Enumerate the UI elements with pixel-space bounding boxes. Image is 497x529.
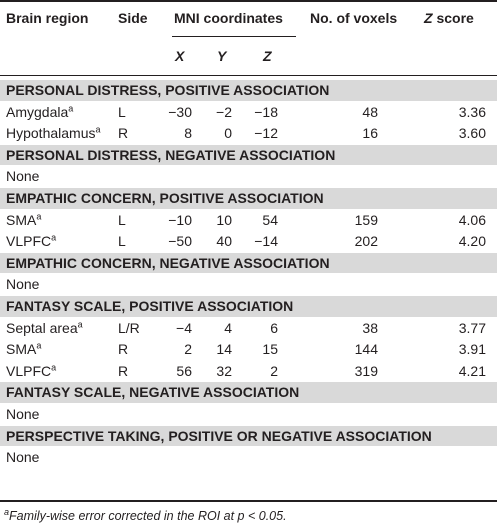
table-row-y: 4 (224, 319, 232, 336)
header-zscore (424, 10, 474, 26)
region-footnote-marker: a (95, 124, 101, 135)
region-footnote-marker: a (77, 318, 83, 329)
header-zscore-label: score (432, 10, 474, 26)
table-row-side: R (118, 125, 129, 142)
table-row-zscore: 3.91 (458, 341, 486, 358)
table-row-y: 40 (216, 233, 232, 250)
table-row-y: 10 (216, 211, 232, 228)
region-name: Septal area (6, 319, 78, 336)
region-name: SMA (6, 211, 37, 228)
table-row-region (6, 104, 73, 120)
table-row-z: 6 (270, 319, 278, 336)
header-side: Side (118, 10, 148, 26)
table-row-voxels: 319 (354, 362, 378, 379)
table-row-z: 15 (262, 341, 278, 358)
region-name: VLPFC (6, 233, 52, 250)
table-row-x: 2 (184, 341, 192, 358)
table-row-x: −4 (176, 319, 192, 336)
footnote-marker: a (4, 506, 10, 517)
region-name: VLPFC (6, 362, 52, 379)
region-footnote-marker: a (68, 102, 74, 113)
table-row-z: −12 (254, 125, 278, 142)
table-row-voxels: 48 (362, 103, 378, 120)
table-row-zscore: 4.06 (458, 211, 486, 228)
section-title: FANTASY SCALE, NEGATIVE ASSOCIATION (6, 384, 300, 401)
table-row-x: −10 (168, 211, 192, 228)
region-footnote-marker: a (36, 340, 42, 351)
table-row-voxels: 159 (354, 211, 378, 228)
table-row-x: −50 (168, 233, 192, 250)
table-row-z: −18 (254, 103, 278, 120)
section-title: PERSONAL DISTRESS, POSITIVE ASSOCIATION (6, 82, 330, 98)
table-row-side: R (118, 362, 129, 379)
table-row-region (6, 233, 56, 249)
table-row-x: 8 (184, 125, 192, 142)
table-row-x: −30 (168, 103, 192, 120)
table-row-y: 0 (224, 125, 232, 142)
table-row-side: L (118, 211, 126, 228)
table-row-zscore: 3.77 (458, 319, 486, 336)
header-x: X (175, 48, 185, 64)
section-title: PERSPECTIVE TAKING, POSITIVE OR NEGATIVE ASSOCIATION (6, 427, 432, 444)
region-footnote-marker: a (51, 362, 57, 373)
table-row-voxels: 144 (354, 341, 378, 358)
section-title: PERSONAL DISTRESS, NEGATIVE ASSOCIATION (6, 146, 336, 163)
table-row-none: None (6, 449, 40, 466)
header-voxels: No. of voxels (310, 10, 398, 26)
table-row-zscore: 3.36 (458, 103, 486, 120)
header-z: Z (263, 48, 272, 64)
table-row-zscore: 3.60 (458, 125, 486, 142)
table-row-side: R (118, 341, 129, 358)
table-row-voxels: 202 (354, 233, 378, 250)
section-title: EMPATHIC CONCERN, NEGATIVE ASSOCIATION (6, 254, 330, 271)
table-row-none: None (6, 168, 40, 185)
table-row-y: 14 (216, 341, 232, 358)
footnote-text: Family-wise error corrected in the ROI at p < 0.05. (9, 509, 287, 523)
region-name: Hypothalamus (6, 125, 96, 142)
table-row-region (6, 125, 101, 141)
table-row-z: 54 (262, 211, 278, 228)
footnote (4, 506, 287, 523)
header-y: Y (217, 48, 227, 64)
table-row-side: L (118, 103, 126, 120)
header-brain-region: Brain region (6, 10, 89, 26)
region-footnote-marker: a (36, 210, 42, 221)
table-row-side: L/R (118, 319, 140, 336)
table-row-z: −14 (254, 233, 278, 250)
table-row-none: None (6, 406, 40, 422)
table-row-zscore: 4.21 (458, 362, 486, 379)
bottom-rule (0, 500, 497, 502)
table-row-voxels: 38 (362, 319, 378, 336)
table-row-region (6, 212, 41, 228)
table-row-x: 56 (176, 362, 192, 379)
table-row-y: −2 (216, 103, 232, 120)
top-rule (0, 0, 497, 2)
table-row-voxels: 16 (362, 125, 378, 142)
table-row-region (6, 363, 56, 379)
table-row-z: 2 (270, 362, 278, 379)
table-row-y: 32 (216, 362, 232, 379)
section-title: EMPATHIC CONCERN, POSITIVE ASSOCIATION (6, 190, 324, 206)
header-zscore-symbol: Z (424, 10, 433, 26)
table-row-side: L (118, 233, 126, 250)
region-footnote-marker: a (51, 232, 57, 243)
mni-subrule (172, 36, 296, 37)
section-title: FANTASY SCALE, POSITIVE ASSOCIATION (6, 298, 294, 314)
region-name: Amygdala (6, 103, 69, 120)
table-row-region (6, 320, 83, 336)
table-row-region (6, 341, 41, 357)
header-mni: MNI coordinates (174, 10, 283, 26)
table-row-zscore: 4.20 (458, 233, 486, 250)
region-name: SMA (6, 341, 37, 358)
table-row-none: None (6, 276, 40, 293)
header-bottom-rule (0, 75, 497, 76)
